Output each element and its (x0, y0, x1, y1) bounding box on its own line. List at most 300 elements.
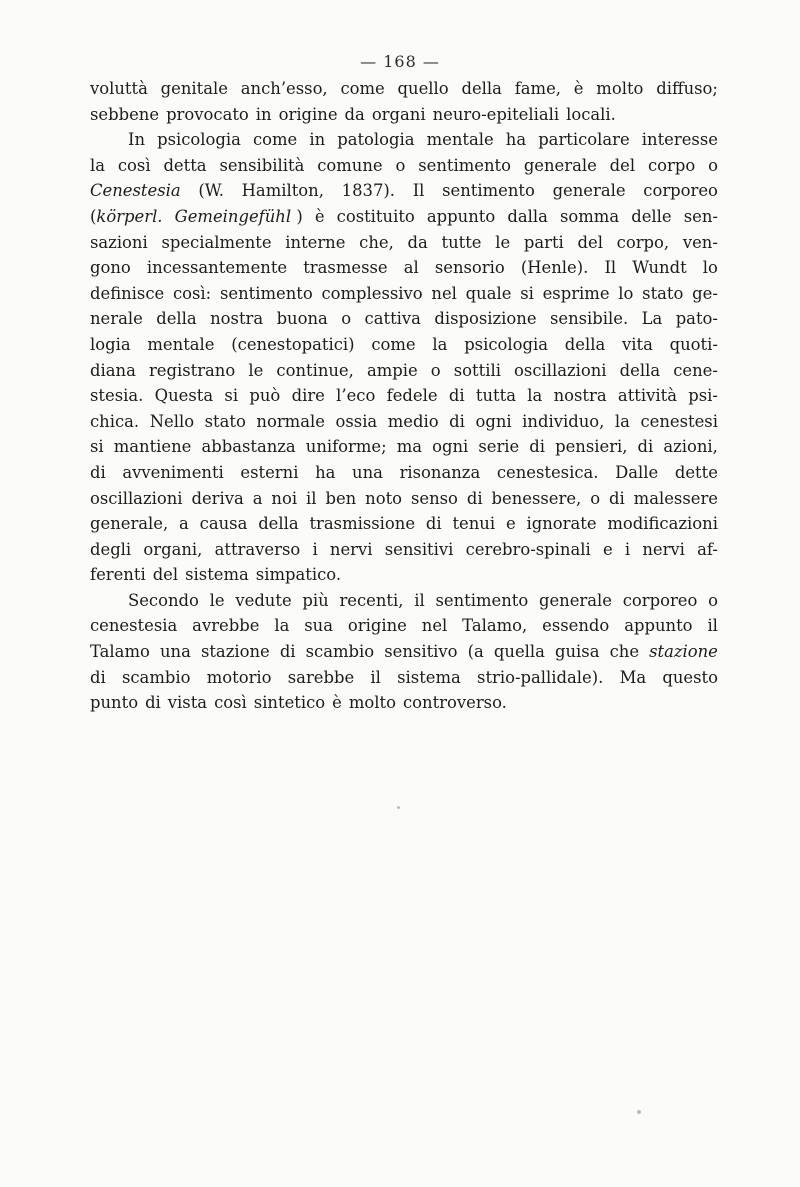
word (342, 178, 395, 204)
word-text: Dalle (615, 462, 659, 482)
word (662, 665, 718, 691)
word-text: deriva (191, 488, 244, 508)
word (529, 434, 545, 460)
word (256, 102, 272, 128)
word-text: particolare (538, 130, 630, 150)
word-text: e (505, 514, 516, 534)
word (642, 306, 663, 332)
word-text: sensitivo (384, 642, 458, 662)
word (372, 102, 426, 128)
word-text: sebbene (90, 104, 160, 124)
word (205, 409, 246, 435)
word-text: della (461, 79, 502, 98)
word (385, 537, 454, 563)
word-text: Ma (619, 667, 647, 687)
word (554, 383, 607, 409)
word-text: organi, (143, 539, 203, 559)
word-text: il (370, 667, 381, 687)
word-text: avvenimenti (122, 462, 224, 482)
word-text: di (637, 437, 654, 457)
word-text: delle (631, 206, 672, 226)
word (527, 383, 542, 409)
word (596, 76, 643, 102)
word-text: di (466, 488, 483, 508)
word (642, 127, 718, 153)
word (312, 537, 317, 563)
word (241, 76, 328, 102)
word (304, 613, 333, 639)
word-text: motorio (206, 667, 272, 687)
word-text: diana (90, 360, 136, 380)
word-text: corpo (647, 155, 696, 175)
word-text: quella (493, 642, 545, 662)
word-text: l’eco (336, 386, 376, 406)
word-text: provocato (166, 104, 249, 124)
word-text: della (156, 309, 197, 329)
word-text: i (624, 539, 631, 559)
word (175, 204, 303, 230)
word-text: lo (618, 283, 634, 303)
word (610, 639, 639, 665)
word (160, 639, 191, 665)
word-text: modificazioni (607, 514, 718, 534)
text-line (90, 537, 718, 563)
word-text: appunto (624, 616, 693, 636)
word (90, 460, 106, 486)
word-text: costituito (336, 206, 415, 226)
word (220, 281, 313, 307)
word (477, 665, 603, 691)
word-text: della (258, 514, 299, 534)
word-text: buona (276, 309, 328, 329)
word-text: come (371, 334, 416, 354)
word-text: causa (199, 514, 248, 534)
word-text: una (352, 462, 383, 482)
word-text: gono (90, 258, 131, 278)
word (348, 613, 407, 639)
word (574, 76, 584, 102)
word-text: del (609, 155, 636, 175)
word (161, 76, 228, 102)
word-text: sentimento (442, 181, 535, 201)
word-text: o (341, 309, 352, 329)
word-text: da (407, 232, 428, 252)
word (526, 511, 596, 537)
word (610, 153, 635, 179)
word-text: ossia (335, 411, 378, 431)
word-text: nervi (329, 539, 373, 559)
word-text: scambio (121, 667, 191, 687)
italic-term: Gemeingefühl (174, 206, 292, 226)
word (150, 409, 194, 435)
word-text: somma (559, 206, 620, 226)
word (90, 562, 146, 588)
word-text: sensitivi (384, 539, 454, 559)
word-text: complessivo (321, 283, 423, 303)
word (149, 358, 235, 384)
word (325, 486, 356, 512)
word (345, 102, 365, 128)
word (466, 281, 512, 307)
word (494, 639, 545, 665)
word (638, 434, 654, 460)
word (648, 153, 695, 179)
word-text: la (274, 616, 290, 636)
word-text: è (332, 693, 342, 713)
word-text: interne (285, 232, 346, 252)
word-text: è (573, 79, 584, 98)
word (231, 332, 354, 358)
word-text: strio-pallidale). (477, 667, 604, 687)
word (90, 332, 131, 358)
word (449, 409, 465, 435)
word-text: che, (359, 232, 394, 252)
word (207, 665, 272, 691)
word (306, 434, 387, 460)
word (542, 613, 609, 639)
word (185, 562, 249, 588)
word (640, 409, 718, 435)
word (452, 511, 495, 537)
word-text: mantiene (113, 437, 192, 457)
word-text: o (590, 488, 601, 508)
word-text: in (255, 104, 272, 124)
word-text: Hamilton, (241, 181, 324, 201)
word (434, 306, 536, 332)
word (90, 690, 138, 716)
word (604, 255, 616, 281)
word (397, 665, 461, 691)
word-text: al (403, 258, 419, 278)
word (475, 409, 511, 435)
word-text: incessantemente (146, 258, 288, 278)
word (90, 102, 159, 128)
word-text: ha (505, 130, 527, 150)
word (173, 281, 211, 307)
word-text: di (449, 411, 465, 431)
word (359, 230, 394, 256)
word-text: senso (410, 488, 458, 508)
word-text: trasmissione (309, 514, 416, 534)
word-text: del (152, 565, 179, 585)
word-text: avrebbe (192, 616, 260, 636)
word-text: genitale (160, 79, 228, 98)
word (166, 102, 249, 128)
word (90, 76, 148, 102)
word-text: nerale (90, 309, 143, 329)
word-text: da (344, 104, 365, 124)
word-text: ben (325, 488, 357, 508)
word (317, 153, 382, 179)
word-text: ogni (432, 437, 469, 457)
word (688, 383, 718, 409)
word-text: stato (204, 411, 246, 431)
word-text: mentale (147, 334, 215, 354)
word (337, 204, 415, 230)
word (90, 434, 104, 460)
word (210, 588, 225, 614)
word (306, 486, 316, 512)
word-text: ) (296, 206, 303, 226)
word-text: sentimento (219, 283, 313, 303)
word-text: nostra (553, 386, 607, 406)
text-line (90, 76, 718, 102)
word (555, 639, 599, 665)
word-text: serie (478, 437, 520, 457)
word (524, 153, 597, 179)
word-text: del (577, 232, 603, 252)
word (90, 204, 163, 230)
word-text: sentimento (418, 155, 511, 175)
word (90, 511, 168, 537)
word-text: origine (278, 104, 338, 124)
word (642, 281, 683, 307)
word-text: cenestesi (640, 411, 718, 431)
word-text: sazioni (90, 232, 148, 252)
word (210, 306, 263, 332)
word-text: esprime (542, 283, 610, 303)
word-text: esterni (240, 462, 299, 482)
word (449, 383, 465, 409)
word (90, 178, 181, 204)
word (461, 76, 501, 102)
word (703, 255, 718, 281)
word-text: generale (552, 181, 626, 201)
word (521, 255, 589, 281)
word (555, 434, 627, 460)
word (200, 511, 248, 537)
word (432, 434, 468, 460)
word (550, 306, 628, 332)
word-text: mentale (426, 130, 494, 150)
text-line (90, 665, 718, 691)
word (414, 588, 424, 614)
word (634, 486, 718, 512)
text-line (90, 383, 718, 409)
word (462, 613, 527, 639)
word-text: tutta (475, 386, 516, 406)
word-text: di (425, 514, 442, 534)
word (642, 537, 685, 563)
word (341, 306, 351, 332)
word (432, 332, 447, 358)
word-text: dette (674, 462, 718, 482)
word-text: specialmente (161, 232, 272, 252)
word-text: benessere, (491, 488, 582, 508)
word-text: ferenti (90, 565, 146, 585)
word (403, 690, 507, 716)
word-text: ogni (475, 411, 512, 431)
word-text: stazione (200, 642, 270, 662)
word-text: ven- (682, 232, 718, 252)
word-text: psi- (688, 386, 718, 406)
word (426, 511, 442, 537)
word (306, 639, 375, 665)
text-line (90, 639, 718, 665)
word (435, 255, 505, 281)
word-text: locali. (566, 104, 616, 124)
word-text: uniforme; (305, 437, 387, 457)
word (168, 690, 207, 716)
word-text: di (279, 642, 296, 662)
word (411, 486, 458, 512)
paper-speck (637, 1110, 641, 1114)
word-text: Il (412, 181, 425, 201)
word-text: la (527, 386, 543, 406)
word-text: oscillazioni (90, 488, 183, 508)
word-text: vista (167, 693, 208, 713)
word (692, 281, 718, 307)
word-text: controverso. (402, 693, 507, 713)
word (157, 127, 241, 153)
word-text: le (209, 590, 225, 610)
word (609, 486, 625, 512)
word (578, 230, 603, 256)
text-line (90, 562, 718, 588)
word-text: logia (90, 334, 131, 354)
word (256, 562, 341, 588)
word (332, 690, 342, 716)
word (506, 511, 516, 537)
text-line (90, 511, 718, 537)
word-text: noi (271, 488, 298, 508)
word-text: vedute (235, 590, 292, 610)
word (454, 358, 501, 384)
word (122, 665, 191, 691)
word-text: ( (90, 206, 97, 226)
word (256, 409, 325, 435)
italic-term: körperl. (96, 206, 163, 226)
word-text: che (609, 642, 640, 662)
word (321, 281, 422, 307)
text-line (90, 460, 718, 486)
word (254, 690, 325, 716)
word-text: il (414, 590, 425, 610)
word (90, 537, 131, 563)
word (663, 434, 718, 460)
word (303, 255, 387, 281)
word (90, 153, 105, 179)
text-line (90, 178, 718, 204)
word (618, 383, 677, 409)
word-text: si (224, 386, 239, 406)
word-text: origine (347, 616, 407, 636)
word (408, 230, 428, 256)
text-line (90, 409, 718, 435)
body-text (90, 76, 718, 716)
word-text: (a (467, 642, 484, 662)
word (90, 486, 183, 512)
word (560, 204, 619, 230)
word (147, 332, 214, 358)
word-text: (W. (198, 181, 224, 201)
word-text: sentimento (435, 590, 529, 610)
word (309, 127, 325, 153)
text-line (90, 153, 718, 179)
word-text: di (145, 693, 161, 713)
word-text: trasmesse (303, 258, 388, 278)
word-text: stesia. (90, 386, 144, 406)
word (514, 358, 607, 384)
word-text: o (708, 590, 718, 610)
word-text: (cenestopatici) (231, 334, 355, 354)
word-text: appunto (426, 206, 496, 226)
word (90, 639, 150, 665)
word (464, 332, 548, 358)
word-text: si (520, 283, 534, 303)
word (143, 537, 202, 563)
word-text: sintetico (253, 693, 326, 713)
word (336, 409, 378, 435)
word-text: generale (538, 590, 612, 610)
word (632, 255, 686, 281)
word-text: le (248, 360, 264, 380)
word-text: risonanza (399, 462, 481, 482)
word (90, 281, 164, 307)
word-text: così (117, 155, 151, 175)
text-line (90, 230, 718, 256)
word-text: neuro-epiteliali (432, 104, 560, 124)
word (302, 588, 328, 614)
word-text: o (708, 155, 718, 175)
word (620, 665, 647, 691)
word-text: la (90, 155, 106, 175)
word (336, 383, 375, 409)
word (349, 690, 396, 716)
word (352, 460, 383, 486)
word-text: così: (172, 283, 212, 303)
word-text: generale (523, 155, 597, 175)
word (427, 127, 494, 153)
word (539, 588, 612, 614)
word-text: la (432, 334, 448, 354)
word (371, 332, 415, 358)
word (708, 153, 718, 179)
word-text: individuo, (522, 411, 605, 431)
word (607, 511, 718, 537)
text-line (90, 588, 718, 614)
word-text: cerebro-spinali (465, 539, 591, 559)
word (427, 204, 495, 230)
word (676, 306, 718, 332)
word (522, 409, 604, 435)
word-text: è (314, 206, 325, 226)
text-line (90, 486, 718, 512)
word-text: azioni, (663, 437, 718, 457)
word (673, 358, 718, 384)
word-text: patologia (337, 130, 415, 150)
word (707, 613, 717, 639)
word-text: sottili (453, 360, 501, 380)
word (235, 588, 291, 614)
word-text: corporeo (643, 181, 718, 201)
word (337, 127, 414, 153)
word (524, 230, 564, 256)
word (147, 255, 287, 281)
word (649, 639, 718, 665)
word (398, 76, 449, 102)
word (468, 639, 484, 665)
word (145, 690, 161, 716)
word (395, 153, 405, 179)
word-text: essendo (542, 616, 610, 636)
word (553, 178, 626, 204)
word-text: normale (256, 411, 325, 431)
word (330, 537, 373, 563)
word-text: scambio (305, 642, 375, 662)
word (214, 690, 247, 716)
word (624, 613, 692, 639)
